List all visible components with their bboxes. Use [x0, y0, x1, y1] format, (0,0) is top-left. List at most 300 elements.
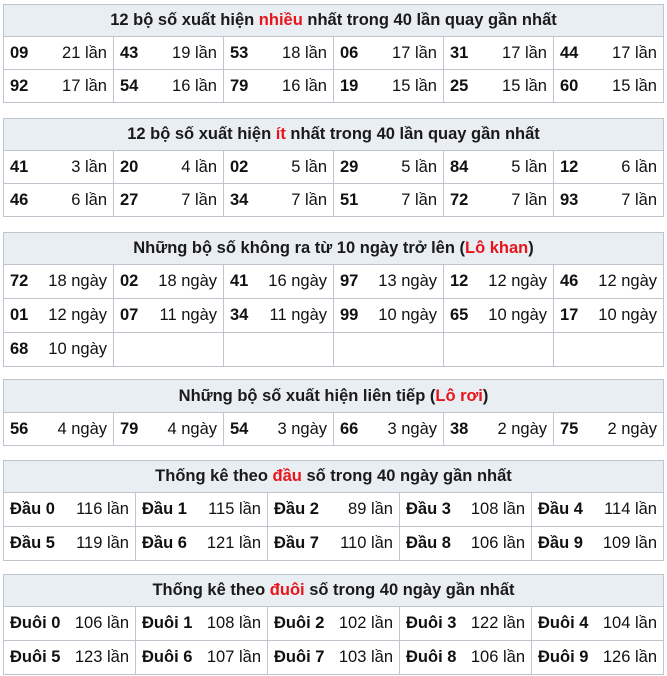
table-row: [4, 184, 664, 217]
stat-cell-content: [230, 272, 327, 291]
title-highlight: Lô rơi: [435, 386, 483, 405]
most-frequent-table: [3, 4, 664, 103]
stat-number: Đuôi 7: [274, 648, 325, 666]
stat-count: 19 lần: [172, 43, 217, 62]
section-title: [4, 461, 664, 493]
stat-number: 54: [120, 76, 139, 95]
stat-cell: [224, 70, 334, 103]
stat-cell-content: [560, 77, 657, 96]
stat-cell: [4, 607, 136, 641]
table-row: [4, 493, 664, 527]
stat-count: 106 lần: [470, 534, 525, 552]
stat-cell: [532, 641, 664, 675]
stat-count: 18 ngày: [48, 272, 107, 290]
stat-cell-content: [274, 500, 393, 519]
stat-count: 4 lần: [181, 157, 217, 176]
stat-cell: [4, 184, 114, 217]
stat-count: 12 ngày: [488, 272, 547, 290]
stat-cell: [136, 641, 268, 675]
stat-number: Đuôi 1: [142, 614, 193, 632]
stat-number: 19: [340, 76, 359, 95]
stat-cell-content: [120, 77, 217, 96]
stat-number: 46: [560, 272, 579, 290]
stat-cell-content: [120, 272, 217, 291]
stat-count: 17 lần: [392, 43, 437, 62]
section-title: [4, 380, 664, 413]
stat-cell-content: [340, 44, 437, 63]
stat-count: 10 ngày: [488, 306, 547, 324]
stat-cell-content: [406, 614, 525, 633]
stat-cell: [400, 527, 532, 561]
stat-count: 103 lần: [338, 648, 393, 666]
title-highlight: Lô khan: [464, 239, 529, 257]
stat-number: 44: [560, 43, 579, 62]
stat-number: 31: [450, 43, 469, 62]
stat-cell-content: [538, 614, 657, 633]
stat-count: 126 lần: [602, 648, 657, 666]
stat-cell: [444, 37, 554, 70]
stat-number: 54: [230, 419, 249, 438]
stat-number: 17: [560, 306, 579, 324]
stat-count: 13 ngày: [378, 272, 437, 290]
stat-cell-content: [10, 158, 107, 177]
stat-cell-content: [10, 648, 129, 667]
stat-number: 97: [340, 272, 359, 290]
stat-cell: [114, 37, 224, 70]
stat-cell: [4, 413, 114, 446]
stat-cell: [268, 607, 400, 641]
table-row: [4, 70, 664, 103]
stat-cell-content: [340, 420, 437, 439]
stat-count: 18 lần: [282, 43, 327, 62]
title-text: số trong 40 ngày gần nhất: [304, 581, 515, 599]
stat-cell: [444, 265, 554, 299]
stat-number: 27: [120, 190, 139, 209]
stat-cell-content: [450, 306, 547, 325]
stat-cell: [4, 333, 114, 367]
stat-cell: [224, 184, 334, 217]
stat-count: 18 ngày: [158, 272, 217, 290]
stat-cell-content: [142, 648, 261, 667]
stat-cell: [224, 37, 334, 70]
stat-cell: [444, 151, 554, 184]
stat-cell: [268, 527, 400, 561]
stat-count: 107 lần: [206, 648, 261, 666]
stat-cell: [114, 184, 224, 217]
stat-cell: [334, 151, 444, 184]
stat-number: Đầu 2: [274, 500, 319, 518]
empty-cell: [554, 333, 664, 367]
stat-number: 02: [230, 157, 249, 176]
stat-cell-content: [560, 44, 657, 63]
stat-cell-content: [560, 191, 657, 210]
stat-count: 10 ngày: [378, 306, 437, 324]
stat-count: 115 lần: [208, 500, 261, 518]
stat-cell-content: [538, 648, 657, 667]
lo-roi-table: [3, 379, 664, 446]
stat-cell-content: [120, 191, 217, 210]
table-row: [4, 333, 664, 367]
stat-number: Đầu 7: [274, 534, 319, 552]
stat-cell-content: [274, 648, 393, 667]
section-title: [4, 5, 664, 37]
stat-number: 25: [450, 76, 469, 95]
stat-number: 92: [10, 76, 29, 95]
stat-cell-content: [10, 306, 107, 325]
stat-cell-content: [450, 272, 547, 291]
stat-cell: [224, 151, 334, 184]
stat-cell: [444, 184, 554, 217]
stat-number: 43: [120, 43, 139, 62]
stat-cell-content: [10, 44, 107, 63]
stat-count: 5 lần: [291, 157, 327, 176]
stat-number: 79: [120, 419, 139, 438]
section-title: [4, 233, 664, 265]
stat-cell: [4, 70, 114, 103]
title-text: ): [528, 239, 534, 257]
stat-cell-content: [230, 158, 327, 177]
stat-cell: [554, 299, 664, 333]
stat-cell-content: [120, 306, 217, 325]
stat-cell-content: [142, 534, 261, 553]
stat-number: Đầu 5: [10, 534, 55, 552]
stat-count: 7 lần: [621, 190, 657, 209]
stat-count: 5 lần: [511, 157, 547, 176]
stat-count: 17 lần: [612, 43, 657, 62]
stat-cell-content: [450, 158, 547, 177]
stat-number: Đầu 8: [406, 534, 451, 552]
stat-count: 16 ngày: [268, 272, 327, 290]
stat-count: 16 lần: [172, 76, 217, 95]
stat-count: 3 lần: [71, 157, 107, 176]
stat-cell: [136, 527, 268, 561]
stat-count: 17 lần: [62, 76, 107, 95]
stat-number: 06: [340, 43, 359, 62]
section-title: [4, 575, 664, 607]
stat-count: 3 ngày: [277, 419, 327, 438]
stat-cell-content: [10, 534, 129, 553]
stat-cell-content: [340, 77, 437, 96]
stat-cell: [4, 151, 114, 184]
stat-count: 7 lần: [511, 190, 547, 209]
stat-cell: [114, 299, 224, 333]
title-text: Thống kê theo: [152, 581, 270, 599]
stat-number: Đuôi 3: [406, 614, 457, 632]
table-row: [4, 37, 664, 70]
stat-cell: [224, 299, 334, 333]
stat-cell-content: [560, 306, 657, 325]
stat-cell-content: [120, 420, 217, 439]
title-text: Những bộ số không ra từ 10 ngày trở lên (: [133, 239, 465, 257]
stat-number: Đuôi 6: [142, 648, 193, 666]
stat-count: 102 lần: [338, 614, 393, 632]
stat-cell-content: [10, 272, 107, 291]
stat-count: 109 lần: [602, 534, 657, 552]
stat-cell: [532, 493, 664, 527]
title-highlight: đầu: [272, 467, 302, 485]
stat-number: 07: [120, 306, 139, 324]
stat-number: 34: [230, 190, 249, 209]
stat-number: Đầu 3: [406, 500, 451, 518]
stat-number: 72: [10, 272, 29, 290]
stat-cell: [4, 527, 136, 561]
stat-count: 12 ngày: [48, 306, 107, 324]
stat-number: 79: [230, 76, 249, 95]
stat-cell: [532, 607, 664, 641]
table-row: [4, 265, 664, 299]
stat-number: Đuôi 0: [10, 614, 61, 632]
stat-number: 38: [450, 419, 469, 438]
stat-number: 65: [450, 306, 469, 324]
stat-number: Đầu 4: [538, 500, 583, 518]
dau-stats-table: [3, 460, 664, 561]
stat-cell: [444, 70, 554, 103]
stat-count: 108 lần: [470, 500, 525, 518]
stat-cell-content: [10, 77, 107, 96]
stat-cell-content: [230, 420, 327, 439]
stat-number: 93: [560, 190, 579, 209]
stat-cell-content: [274, 614, 393, 633]
header-row: [4, 5, 664, 37]
stat-number: Đầu 9: [538, 534, 583, 552]
section-title: [4, 119, 664, 151]
header-row: [4, 461, 664, 493]
stat-cell-content: [340, 306, 437, 325]
stat-number: 41: [10, 157, 29, 176]
stat-number: Đầu 1: [142, 500, 187, 518]
stat-count: 108 lần: [206, 614, 261, 632]
stat-cell: [554, 265, 664, 299]
stat-count: 122 lần: [470, 614, 525, 632]
title-highlight: ít: [275, 125, 286, 143]
stat-cell-content: [340, 272, 437, 291]
stat-count: 7 lần: [181, 190, 217, 209]
title-text: 12 bộ số xuất hiện: [110, 11, 259, 29]
stat-count: 106 lần: [470, 648, 525, 666]
stat-count: 104 lần: [602, 614, 657, 632]
stat-cell: [334, 265, 444, 299]
stat-cell: [334, 37, 444, 70]
stat-number: Đầu 0: [10, 500, 55, 518]
header-row: [4, 575, 664, 607]
stat-number: 56: [10, 419, 29, 438]
stat-count: 16 lần: [282, 76, 327, 95]
stat-cell: [554, 70, 664, 103]
stat-cell: [4, 265, 114, 299]
stat-cell: [4, 299, 114, 333]
stat-cell-content: [142, 500, 261, 519]
header-row: [4, 380, 664, 413]
table-row: [4, 641, 664, 675]
stat-cell: [114, 265, 224, 299]
title-text: ): [482, 386, 489, 405]
stat-number: 66: [340, 419, 359, 438]
stat-number: 99: [340, 306, 359, 324]
stat-cell: [554, 184, 664, 217]
stat-count: 119 lần: [76, 534, 129, 552]
stat-count: 21 lần: [62, 43, 107, 62]
stat-number: Đuôi 5: [10, 648, 61, 666]
empty-cell: [444, 333, 554, 367]
stat-cell: [268, 641, 400, 675]
stat-number: 02: [120, 272, 139, 290]
stat-cell: [400, 641, 532, 675]
stat-number: 09: [10, 43, 29, 62]
stat-number: Đuôi 4: [538, 614, 589, 632]
stat-count: 11 ngày: [159, 306, 217, 324]
empty-cell: [224, 333, 334, 367]
stat-cell-content: [560, 158, 657, 177]
stat-cell: [400, 607, 532, 641]
stat-count: 12 ngày: [598, 272, 657, 290]
stat-count: 17 lần: [502, 43, 547, 62]
table-row: [4, 527, 664, 561]
stat-number: 12: [560, 157, 579, 176]
table-row: [4, 299, 664, 333]
stat-number: 01: [10, 306, 29, 324]
table-row: [4, 151, 664, 184]
stat-cell: [114, 151, 224, 184]
stat-cell: [334, 70, 444, 103]
empty-cell: [334, 333, 444, 367]
stat-cell-content: [230, 77, 327, 96]
stat-number: Đuôi 8: [406, 648, 457, 666]
stat-number: 29: [340, 157, 359, 176]
stat-count: 7 lần: [401, 190, 437, 209]
stat-cell: [334, 184, 444, 217]
stat-cell-content: [10, 500, 129, 519]
stat-count: 15 lần: [392, 76, 437, 95]
stat-cell: [136, 493, 268, 527]
title-text: Những bộ số xuất hiện liên tiếp (: [178, 386, 436, 405]
stat-cell: [4, 493, 136, 527]
stat-cell-content: [340, 158, 437, 177]
empty-cell: [114, 333, 224, 367]
stat-cell-content: [340, 191, 437, 210]
stat-cell-content: [230, 306, 327, 325]
stat-cell-content: [120, 44, 217, 63]
stat-count: 121 lần: [206, 534, 261, 552]
stat-cell: [444, 299, 554, 333]
stat-cell-content: [142, 614, 261, 633]
stat-cell: [136, 607, 268, 641]
stat-cell-content: [538, 500, 657, 519]
stat-number: 12: [450, 272, 469, 290]
stat-cell: [334, 299, 444, 333]
stat-cell-content: [450, 420, 547, 439]
stat-count: 15 lần: [502, 76, 547, 95]
stat-cell: [554, 37, 664, 70]
stat-number: 75: [560, 419, 579, 438]
stat-count: 106 lần: [74, 614, 129, 632]
stat-count: 114 lần: [604, 500, 657, 518]
stat-cell-content: [10, 340, 107, 359]
stat-count: 2 ngày: [607, 419, 657, 438]
stat-cell-content: [406, 534, 525, 553]
stat-number: 68: [10, 340, 29, 358]
title-text: 12 bộ số xuất hiện: [127, 125, 276, 143]
stat-cell-content: [230, 191, 327, 210]
stat-cell-content: [450, 77, 547, 96]
title-text: nhất trong 40 lần quay gần nhất: [285, 125, 540, 143]
lo-khan-table: [3, 232, 664, 367]
stat-count: 10 ngày: [598, 306, 657, 324]
stat-count: 4 ngày: [167, 419, 217, 438]
stat-count: 10 ngày: [48, 340, 107, 358]
stat-cell-content: [10, 420, 107, 439]
stat-cell: [268, 493, 400, 527]
stat-cell: [444, 413, 554, 446]
stat-cell-content: [560, 420, 657, 439]
stat-cell: [114, 70, 224, 103]
stat-cell: [554, 413, 664, 446]
stat-cell: [114, 413, 224, 446]
stat-cell: [4, 641, 136, 675]
stat-cell-content: [230, 44, 327, 63]
stat-number: 72: [450, 190, 469, 209]
title-highlight: nhiều: [258, 11, 303, 29]
stat-cell-content: [406, 500, 525, 519]
stat-count: 5 lần: [401, 157, 437, 176]
stat-cell: [554, 151, 664, 184]
stat-number: Đầu 6: [142, 534, 187, 552]
table-row: [4, 607, 664, 641]
duoi-stats-table: [3, 574, 664, 675]
stat-count: 89 lần: [348, 500, 393, 518]
title-highlight: đuôi: [269, 581, 305, 599]
title-text: nhất trong 40 lần quay gần nhất: [302, 11, 557, 29]
stat-number: 53: [230, 43, 249, 62]
stat-cell: [400, 493, 532, 527]
stat-cell-content: [10, 614, 129, 633]
stat-cell: [224, 413, 334, 446]
stat-cell-content: [10, 191, 107, 210]
stat-count: 11 ngày: [269, 306, 327, 324]
stat-count: 6 lần: [621, 157, 657, 176]
stat-cell: [4, 37, 114, 70]
stat-cell-content: [538, 534, 657, 553]
stat-number: 51: [340, 190, 359, 209]
stat-number: Đuôi 9: [538, 648, 589, 666]
stat-number: 20: [120, 157, 139, 176]
stat-number: 84: [450, 157, 469, 176]
table-row: [4, 413, 664, 446]
stat-cell-content: [120, 158, 217, 177]
stat-count: 3 ngày: [387, 419, 437, 438]
stat-number: 41: [230, 272, 249, 290]
stat-count: 123 lần: [74, 648, 129, 666]
header-row: [4, 119, 664, 151]
title-text: Thống kê theo: [155, 467, 273, 485]
stat-count: 15 lần: [612, 76, 657, 95]
title-text: số trong 40 ngày gần nhất: [301, 467, 512, 485]
stat-cell-content: [560, 272, 657, 291]
stat-number: Đuôi 2: [274, 614, 325, 632]
stat-count: 4 ngày: [57, 419, 107, 438]
header-row: [4, 233, 664, 265]
stat-number: 60: [560, 76, 579, 95]
stat-count: 6 lần: [71, 190, 107, 209]
stat-cell-content: [406, 648, 525, 667]
stat-count: 116 lần: [76, 500, 129, 518]
stat-cell-content: [450, 191, 547, 210]
stat-cell-content: [450, 44, 547, 63]
stat-count: 7 lần: [291, 190, 327, 209]
stat-cell-content: [274, 534, 393, 553]
stat-count: 2 ngày: [497, 419, 547, 438]
stat-number: 46: [10, 190, 29, 209]
stat-cell: [224, 265, 334, 299]
